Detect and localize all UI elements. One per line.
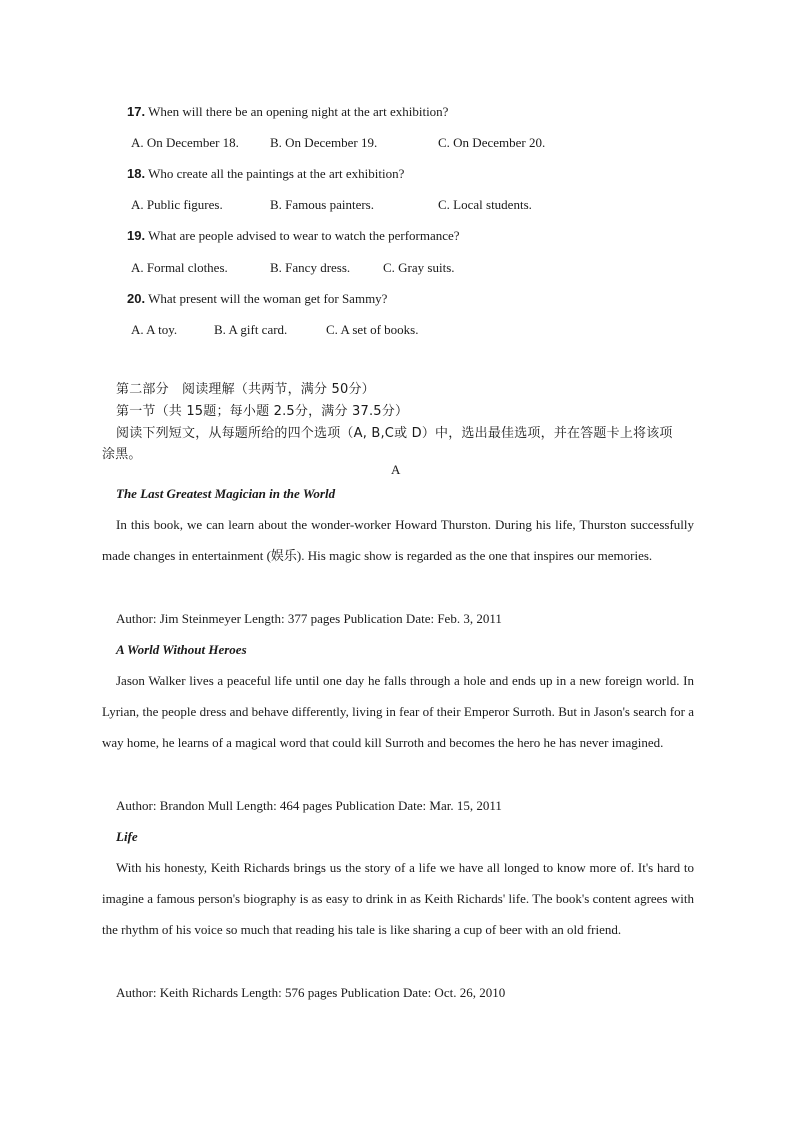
instruction-line-2: 涂黑。 xyxy=(102,447,142,462)
option-c: C. A set of books. xyxy=(326,322,419,337)
book-info: Author: Jim Steinmeyer Length: 377 pages Publication Date: Feb. 3, 2011 xyxy=(116,611,502,626)
book-info: Author: Keith Richards Length: 576 pages Publication Date: Oct. 26, 2010 xyxy=(116,985,506,1000)
book-title: Life xyxy=(116,829,138,844)
book-description xyxy=(102,665,694,759)
question-number: 19. xyxy=(127,228,146,243)
question-text: Who create all the paintings at the art exhibition? xyxy=(148,166,405,181)
option-b: B. Fancy dress. xyxy=(270,260,351,275)
passage-letter: A xyxy=(391,462,401,477)
book-description xyxy=(102,509,694,571)
section-part2-heading: 第二部分 阅读理解（共两节，满分 50分） xyxy=(116,382,375,397)
book-title: A World Without Heroes xyxy=(116,642,247,657)
option-a: A. A toy. xyxy=(131,322,178,337)
option-b: B. A gift card. xyxy=(214,322,288,337)
option-c: C. On December 20. xyxy=(438,135,546,150)
question-number: 17. xyxy=(127,104,146,119)
book-description-text: Jason Walker lives a peaceful life until one day he falls through a hole and ends up in a new foreign world. In Lyrian, the people dress and behave differently, living in fear of their Emperor Surroth. But in Jason's search for a way home, he learns of a magical word that could kill Surroth and becomes the hero he has never imagined. xyxy=(102,673,694,751)
book-description-text: With his honesty, Keith Richards brings us the story of a life we have all longed to know more of. It's hard to imagine a famous person's biography is as easy to drink in as Keith Richards' life. The book's content agrees with the rhythm of his voice so much that reading his tale is like sharing a cup of beer with an old friend. xyxy=(102,860,694,938)
book-title: The Last Greatest Magician in the World xyxy=(116,486,336,501)
option-b: B. Famous painters. xyxy=(270,197,374,212)
option-b: B. On December 19. xyxy=(270,135,378,150)
question-text: What present will the woman get for Sammy? xyxy=(148,291,388,306)
section-part1-heading: 第一节（共 15题；每小题 2.5分，满分 37.5分） xyxy=(116,404,409,419)
question-20 xyxy=(127,291,387,307)
question-18 xyxy=(127,166,404,182)
book-info: Author: Brandon Mull Length: 464 pages Publication Date: Mar. 15, 2011 xyxy=(116,798,502,813)
question-text: What are people advised to wear to watch the performance? xyxy=(148,228,460,243)
question-number: 18. xyxy=(127,166,146,181)
question-17 xyxy=(127,104,448,120)
option-a: A. Formal clothes. xyxy=(131,260,228,275)
question-19 xyxy=(127,228,460,244)
question-text: When will there be an opening night at the art exhibition? xyxy=(148,104,449,119)
option-c: C. Gray suits. xyxy=(383,260,455,275)
question-number: 20. xyxy=(127,291,146,306)
option-a: A. Public figures. xyxy=(131,197,223,212)
book-description-text: In this book, we can learn about the wonder-worker Howard Thurston. During his life, Thurston successfully made changes in entertainment (娱乐). His magic show is regarded as the one that inspires our memories. xyxy=(102,517,694,564)
instruction-line-1: 阅读下列短文，从每题所给的四个选项（A, B,C或 D）中，选出最佳选项，并在答题卡上将该项 xyxy=(116,426,673,441)
option-c: C. Local students. xyxy=(438,197,532,212)
book-description xyxy=(102,852,694,946)
option-a: A. On December 18. xyxy=(131,135,239,150)
